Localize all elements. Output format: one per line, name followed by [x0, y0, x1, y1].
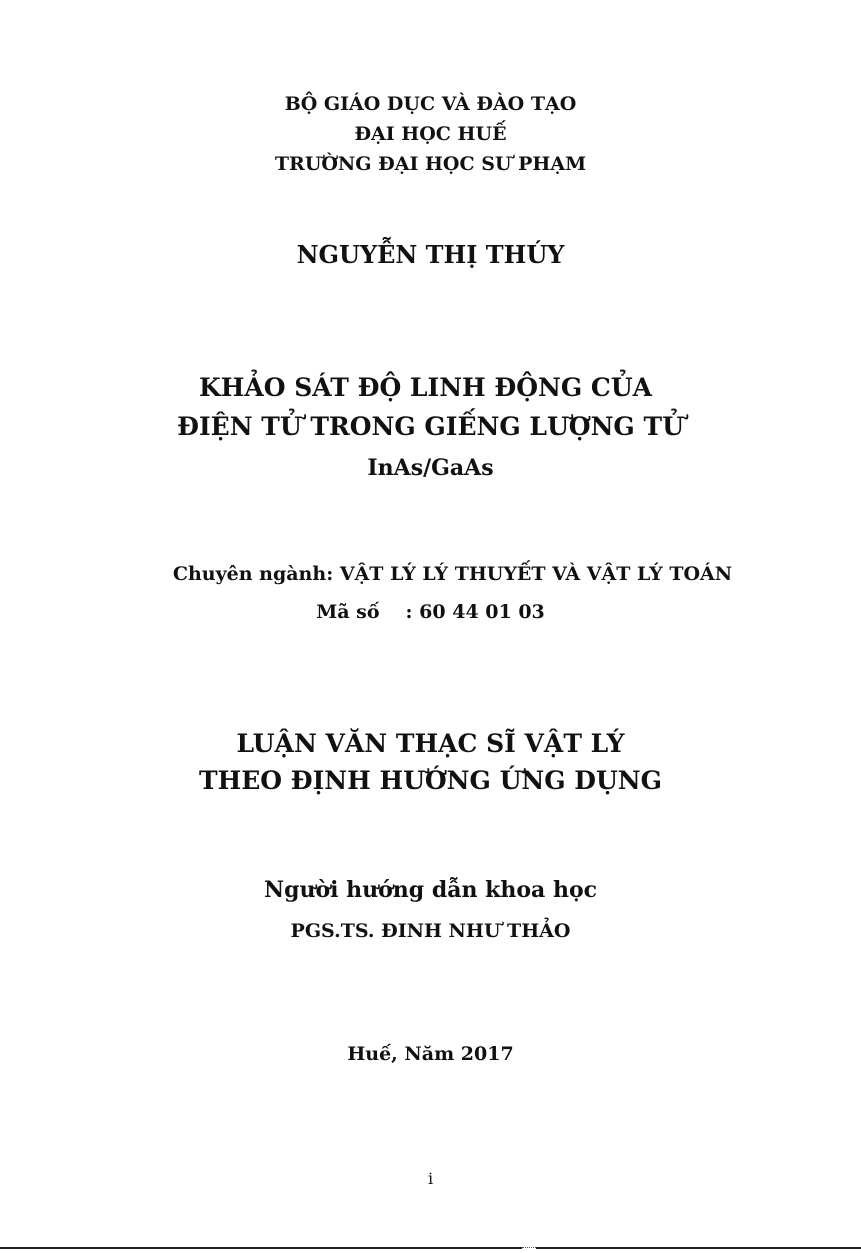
code-line	[0, 603, 861, 622]
place-year: Huế, Năm 2017	[347, 1043, 514, 1065]
supervisor-label: Người hướng dẫn khoa học	[263, 877, 598, 903]
degree-line-2: THEO ĐỊNH HƯỚNG ỨNG DỤNG	[199, 766, 662, 795]
school-name: TRƯỜNG ĐẠI HỌC SƯ PHẠM	[274, 153, 587, 175]
code-label: Mã số	[316, 601, 380, 623]
ministry-name: BỘ GIÁO DỤC VÀ ĐÀO TẠO	[284, 93, 577, 115]
thesis-title-line-3: InAs/GaAs	[367, 455, 494, 481]
thesis-title-line-2: ĐIỆN TỬ TRONG GIẾNG LƯỢNG TỬ	[177, 412, 684, 441]
university-name: ĐẠI HỌC HUẾ	[354, 123, 507, 145]
specialization-line	[22, 565, 861, 584]
code-value: : 60 44 01 03	[405, 601, 545, 623]
supervisor-name: PGS.TS. ĐINH NHƯ THẢO	[290, 920, 571, 942]
page-number: i	[427, 1169, 434, 1188]
degree-line-1: LUẬN VĂN THẠC SĨ VẬT LÝ	[236, 729, 625, 758]
author-name: NGUYỄN THỊ THÚY	[296, 240, 565, 269]
rule-mark	[522, 1247, 536, 1250]
bottom-rule	[0, 1247, 861, 1252]
specialization-label: Chuyên ngành:	[172, 563, 334, 585]
specialization-value: VẬT LÝ LÝ THUYẾT VÀ VẬT LÝ TOÁN	[339, 563, 733, 585]
thesis-title-line-1: KHẢO SÁT ĐỘ LINH ĐỘNG CỦA	[198, 373, 653, 402]
